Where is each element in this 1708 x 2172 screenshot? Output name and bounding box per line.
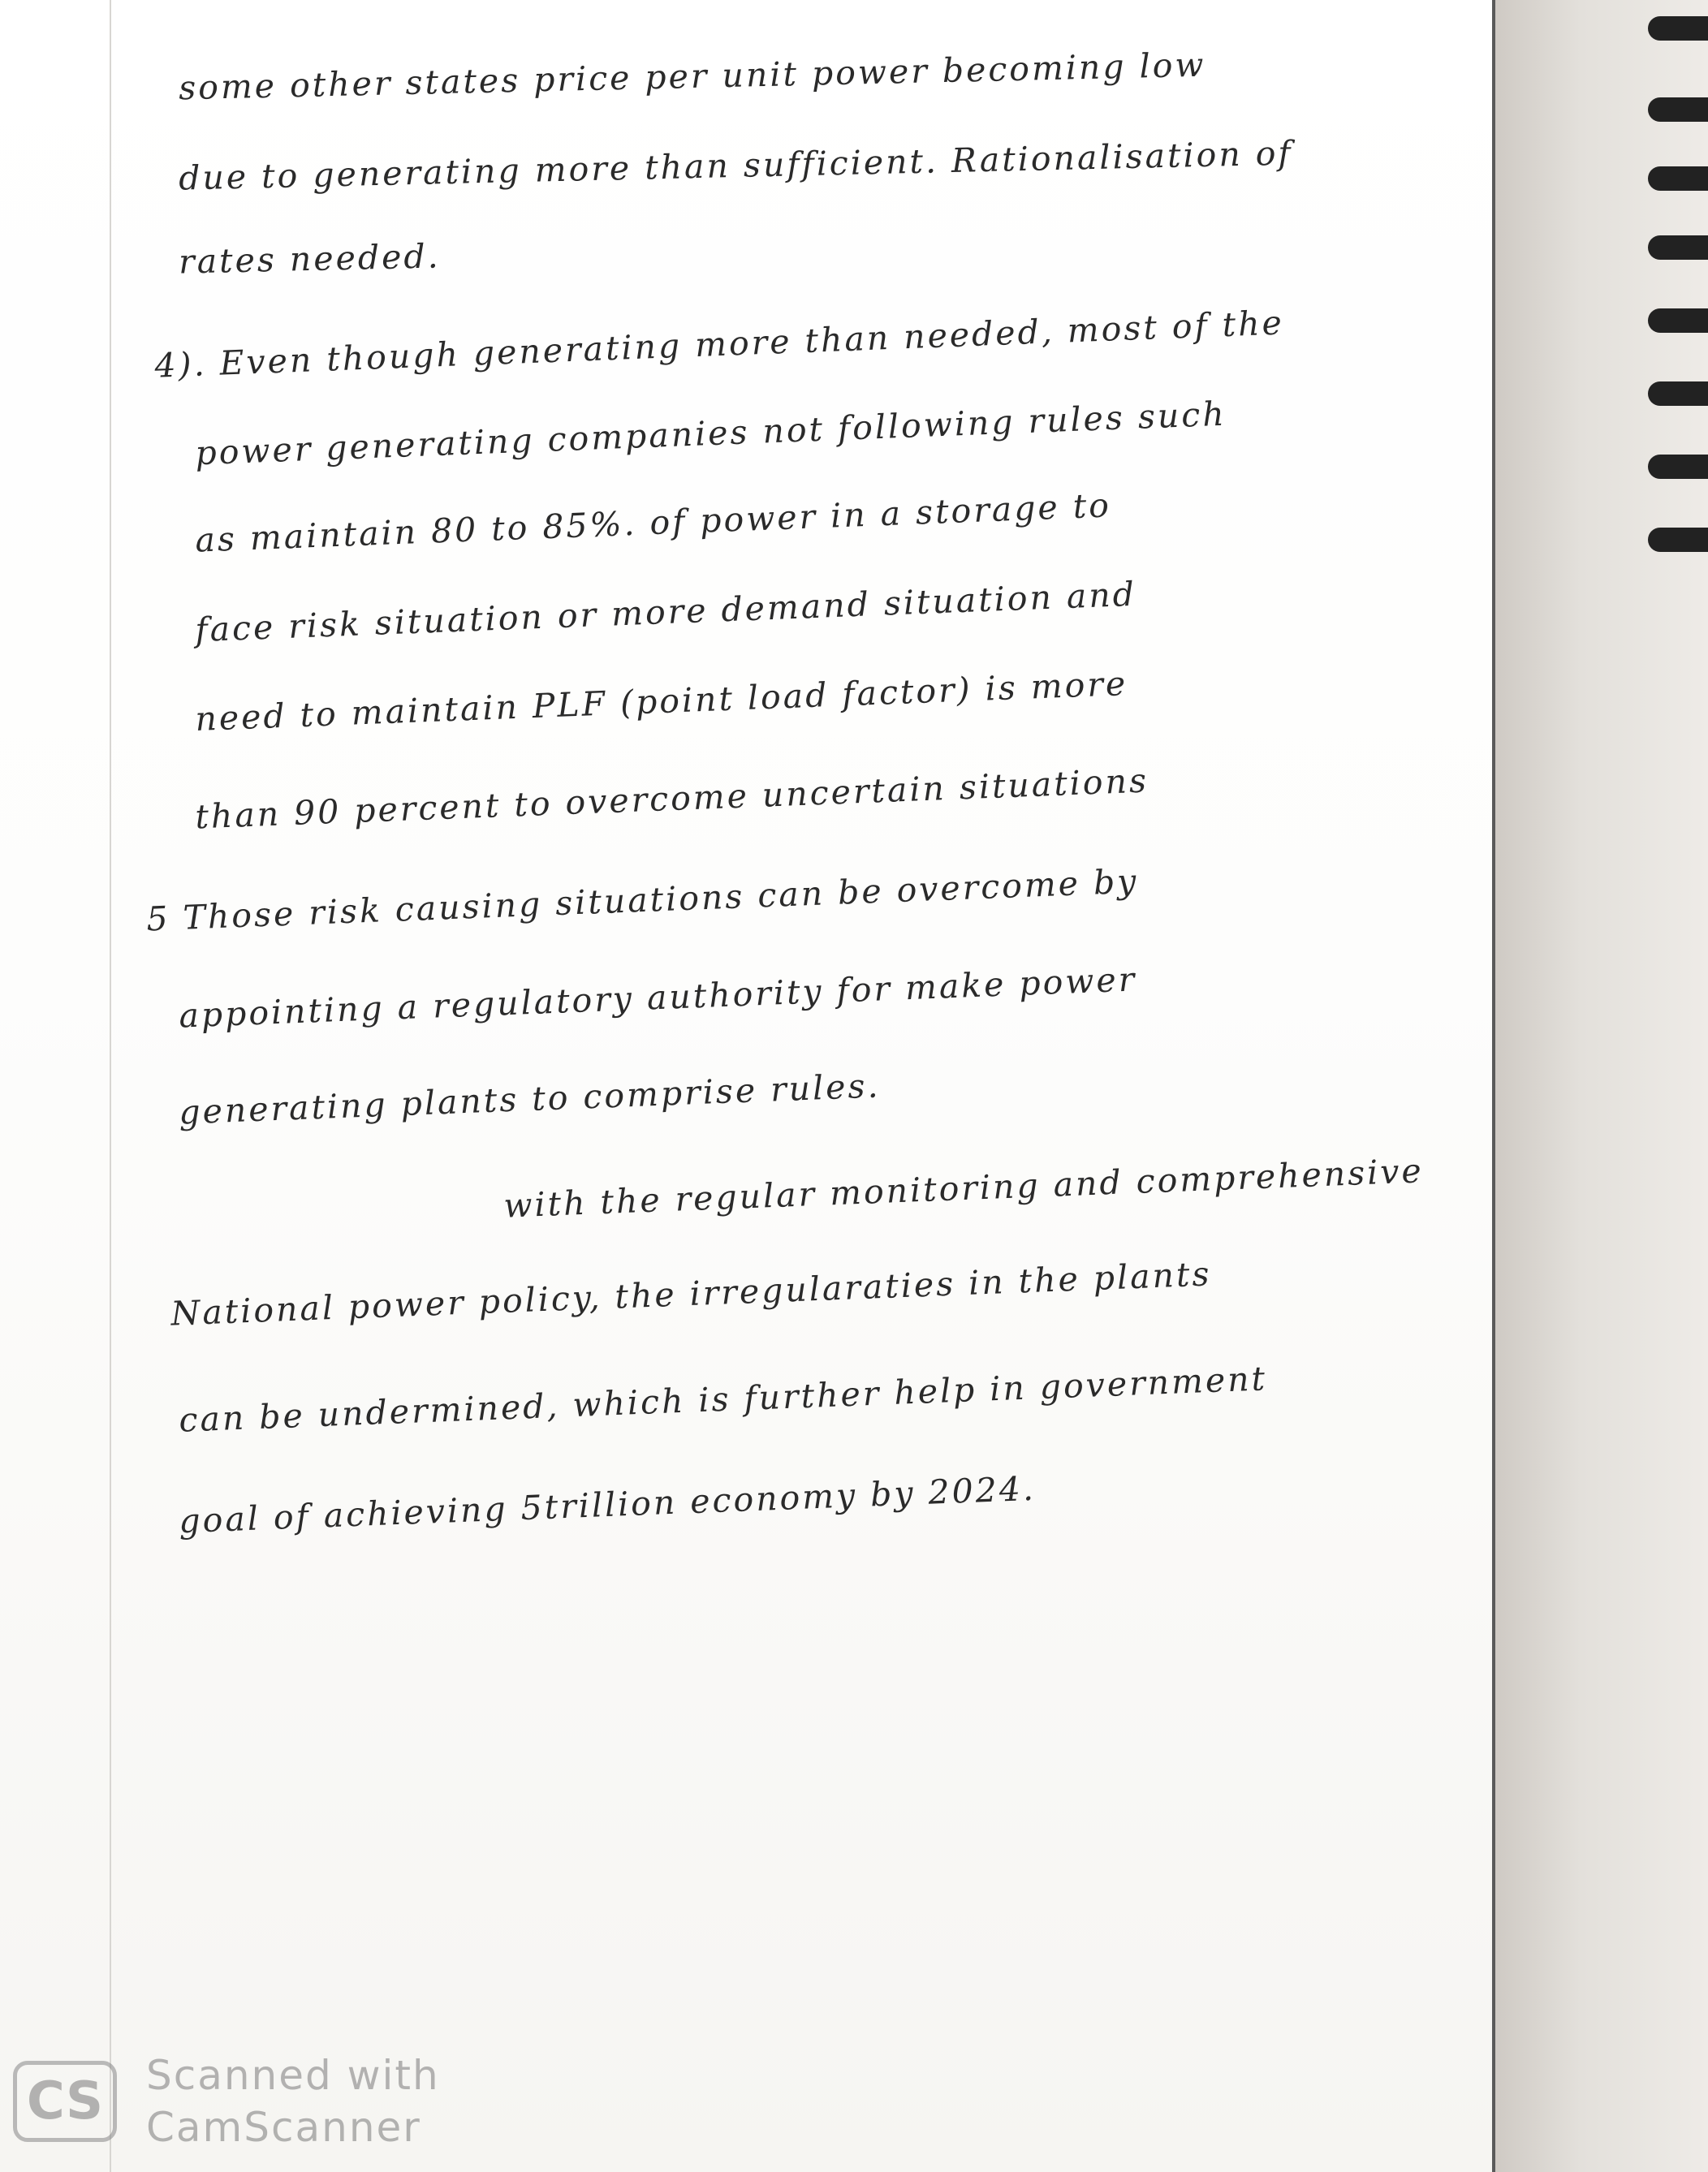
note-line: National power policy, the irregularaties in the plants — [170, 1254, 1213, 1334]
note-line: some other states price per unit power becoming low — [178, 45, 1206, 108]
note-line: appointing a regulatory authority for make power — [178, 959, 1138, 1036]
note-line: goal of achieving 5trillion economy by 2024. — [178, 1468, 1037, 1541]
spiral-ring-icon — [1648, 308, 1708, 333]
note-line: need to maintain PLF (point load factor) is more — [194, 663, 1128, 739]
note-line: due to generating more than sufficient. Rationalisation of — [178, 133, 1294, 198]
watermark-line1: Scanned with — [146, 2052, 440, 2099]
spiral-ring-icon — [1648, 455, 1708, 479]
note-line: power generating companies not following rules such — [194, 394, 1227, 473]
spiral-ring-icon — [1648, 16, 1708, 41]
margin-line — [110, 0, 111, 2172]
note-line: 4). Even though generating more than needed, most of the — [153, 303, 1285, 386]
camscanner-logo-icon: CS — [13, 2061, 117, 2142]
spiral-ring-icon — [1648, 97, 1708, 122]
spiral-ring-icon — [1648, 381, 1708, 406]
note-line: as maintain 80 to 85%. of power in a storage to — [194, 485, 1112, 560]
note-line: 5 Those risk causing situations can be overcome by — [145, 861, 1140, 939]
note-line: generating plants to comprise rules. — [178, 1066, 882, 1132]
note-line: with the regular monitoring and comprehensive — [502, 1151, 1425, 1226]
spiral-ring-icon — [1648, 528, 1708, 552]
note-line: face risk situation or more demand situation and — [194, 574, 1137, 650]
spiral-ring-icon — [1648, 166, 1708, 191]
note-line: can be undermined, which is further help in government — [178, 1359, 1268, 1440]
note-line: rates needed. — [178, 236, 442, 282]
spiral-ring-icon — [1648, 235, 1708, 260]
note-line: than 90 percent to overcome uncertain situations — [194, 761, 1149, 837]
watermark-text — [146, 2049, 440, 2153]
watermark-line2: CamScanner — [146, 2104, 421, 2151]
camscanner-watermark — [13, 2049, 440, 2153]
